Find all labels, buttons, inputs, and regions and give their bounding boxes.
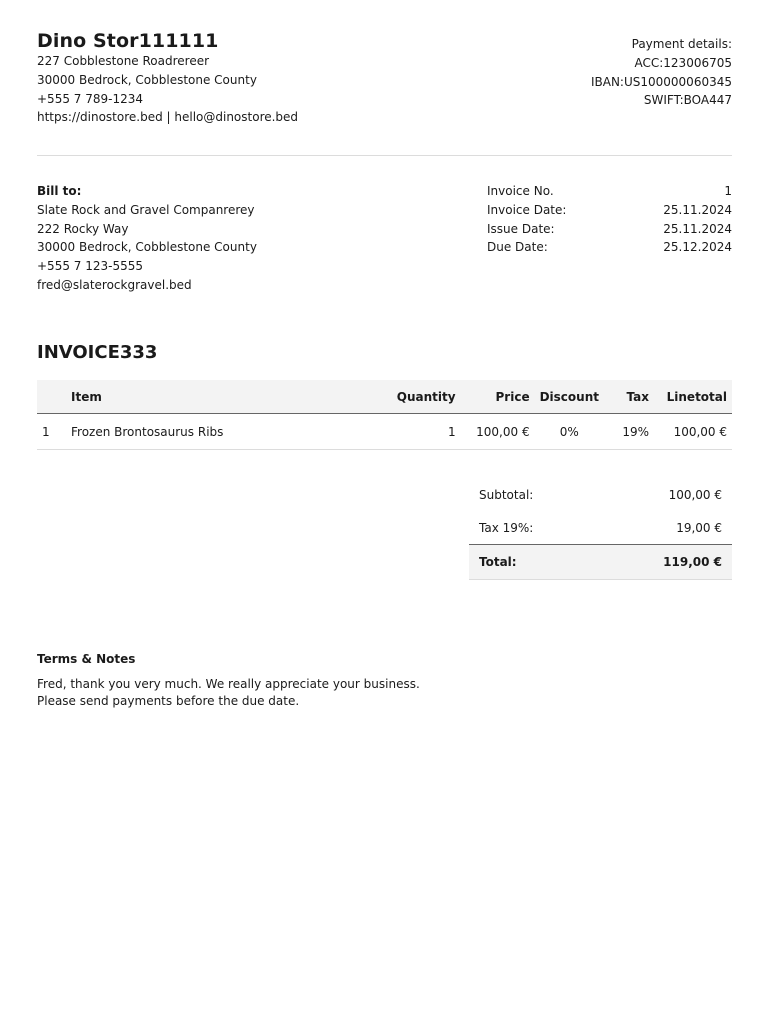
col-header-linetotal: Linetotal bbox=[654, 380, 732, 414]
tax-value: 19,00 € bbox=[676, 520, 722, 535]
payment-details bbox=[591, 35, 732, 110]
col-header-price: Price bbox=[461, 380, 535, 414]
invoice-date-row bbox=[487, 201, 732, 220]
notes-line-1: Fred, thank you very much. We really appreciate your business. bbox=[37, 677, 420, 691]
invoice-number-value: 1 bbox=[724, 184, 732, 198]
bill-to-address-line-2: 30000 Bedrock, Cobblestone County bbox=[37, 240, 257, 255]
issue-date-value: 25.11.2024 bbox=[663, 221, 732, 236]
invoice-number-label: Invoice No. bbox=[487, 184, 554, 198]
totals-block bbox=[469, 478, 732, 580]
tax-row bbox=[469, 511, 732, 544]
row-price: 100,00 € bbox=[461, 414, 535, 450]
col-header-discount: Discount bbox=[535, 380, 604, 414]
due-date-row bbox=[487, 238, 732, 257]
invoice-title: INVOICE333 bbox=[37, 342, 158, 363]
bill-to-label: Bill to: bbox=[37, 184, 82, 198]
col-header-item: Item bbox=[66, 380, 371, 414]
tax-label: Tax 19%: bbox=[479, 520, 534, 535]
issue-date-row bbox=[487, 220, 732, 239]
notes-body bbox=[37, 676, 420, 709]
invoice-date-label: Invoice Date: bbox=[487, 202, 567, 217]
due-date-label: Due Date: bbox=[487, 240, 548, 255]
bill-to-block bbox=[37, 182, 257, 295]
company-web-email: https://dinostore.bed | hello@dinostore.bed bbox=[37, 110, 299, 125]
payment-details-title: Payment details: bbox=[631, 37, 732, 51]
items-table bbox=[37, 380, 732, 450]
row-item: Frozen Brontosaurus Ribs bbox=[66, 414, 371, 450]
payment-acc: ACC:123006705 bbox=[634, 55, 732, 70]
company-address-line-2: 30000 Bedrock, Cobblestone County bbox=[37, 72, 257, 87]
col-header-number bbox=[37, 380, 66, 414]
notes-title: Terms & Notes bbox=[37, 652, 136, 666]
company-address-block bbox=[37, 52, 298, 127]
subtotal-row bbox=[469, 478, 732, 511]
row-linetotal: 100,00 € bbox=[654, 414, 732, 450]
total-label: Total: bbox=[479, 555, 517, 569]
payment-iban: IBAN:US100000060345 bbox=[590, 74, 732, 89]
bill-to-address-line-1: 222 Rocky Way bbox=[37, 221, 129, 236]
invoice-header bbox=[37, 30, 732, 130]
total-row bbox=[469, 544, 732, 580]
row-quantity: 1 bbox=[371, 414, 461, 450]
payment-swift: SWIFT:BOA447 bbox=[643, 93, 732, 108]
bill-to-phone: +555 7 123-5555 bbox=[37, 259, 143, 274]
subtotal-label: Subtotal: bbox=[479, 487, 534, 502]
subtotal-value: 100,00 € bbox=[668, 487, 722, 502]
col-header-tax: Tax bbox=[604, 380, 654, 414]
issue-date-label: Issue Date: bbox=[487, 221, 555, 236]
bill-to-email: fred@slaterockgravel.bed bbox=[37, 277, 192, 292]
total-value: 119,00 € bbox=[663, 555, 722, 569]
bill-to-name: Slate Rock and Gravel Companrerey bbox=[37, 202, 255, 217]
col-header-quantity: Quantity bbox=[371, 380, 461, 414]
company-address-line-1: 227 Cobblestone Roadrereer bbox=[37, 54, 210, 68]
row-number: 1 bbox=[37, 414, 66, 450]
invoice-number-row bbox=[487, 182, 732, 201]
header-divider bbox=[37, 155, 732, 156]
invoice-meta bbox=[487, 182, 732, 257]
items-header-row bbox=[37, 380, 732, 414]
notes-line-2: Please send payments before the due date. bbox=[37, 693, 300, 708]
company-phone: +555 7 789-1234 bbox=[37, 91, 143, 106]
due-date-value: 25.12.2024 bbox=[663, 240, 732, 255]
row-tax: 19% bbox=[604, 414, 654, 450]
company-name: Dino Stor111111 bbox=[37, 30, 219, 52]
table-row bbox=[37, 414, 732, 450]
invoice-date-value: 25.11.2024 bbox=[663, 202, 732, 217]
row-discount: 0% bbox=[535, 414, 604, 450]
